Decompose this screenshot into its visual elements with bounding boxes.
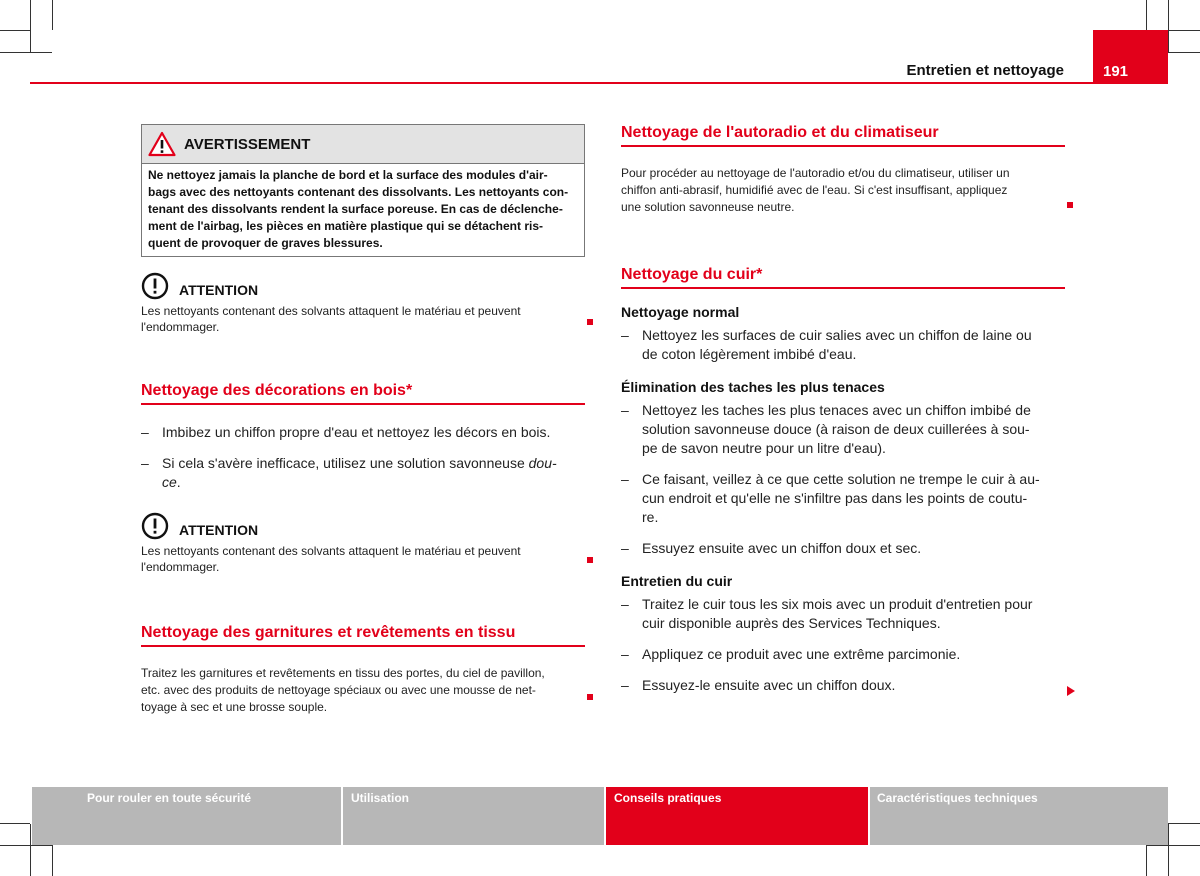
attention-line: l'endommager. <box>141 320 220 334</box>
crop-mark <box>0 52 52 53</box>
text-line: chiffon anti-abrasif, humidifié avec de l'eau. Si c'est insuffisant, appliquez <box>621 183 1008 197</box>
crop-mark <box>52 0 53 30</box>
list-item-text: Si cela s'avère inefficace, utilisez une solution savonneuse <box>162 455 529 471</box>
warning-line: ment de l'airbag, les pièces en matière plastique qui se détachent ris- <box>148 219 543 233</box>
section-title-tissu: Nettoyage des garnitures et revêtements en tissu <box>141 624 585 647</box>
end-of-section-marker <box>1067 202 1073 208</box>
list-item-text: cun endroit et qu'elle ne s'infiltre pas dans les points de coutu- <box>642 490 1028 506</box>
list-item <box>621 539 1065 558</box>
list-cuir-entretien <box>621 595 1065 695</box>
list-item <box>621 595 1065 633</box>
warning-line: Ne nettoyez jamais la planche de bord et la surface des modules d'air- <box>148 168 548 182</box>
list-item-italic: ce <box>162 474 177 490</box>
list-item <box>621 470 1065 527</box>
list-item <box>141 423 585 442</box>
subheading: Nettoyage normal <box>621 304 740 320</box>
crop-mark <box>1146 845 1200 846</box>
end-of-section-marker <box>587 319 593 325</box>
text-line: Pour procéder au nettoyage de l'autoradio et/ou du climatiseur, utiliser un <box>621 166 1010 180</box>
crop-mark <box>1168 0 1169 52</box>
crop-mark <box>52 845 53 876</box>
subheading: Élimination des taches les plus tenaces <box>621 379 885 395</box>
list-item-text: Ce faisant, veillez à ce que cette solution ne trempe le cuir à au- <box>642 471 1040 487</box>
section-title-autoradio: Nettoyage de l'autoradio et du climatiseur <box>621 124 1065 147</box>
attention-header <box>141 512 585 540</box>
warning-line: bags avec des nettoyants contenant des dissolvants. Les nettoyants con- <box>148 185 569 199</box>
footer-tab-securite[interactable] <box>32 787 341 845</box>
next-page-arrow-icon <box>1067 686 1075 696</box>
crop-mark <box>30 0 31 52</box>
list-item-text: cuir disponible auprès des Services Techniques. <box>642 615 941 631</box>
attention-text <box>141 303 585 335</box>
section-title-cuir: Nettoyage du cuir* <box>621 266 1065 289</box>
list-item-text: de coton légèrement imbibé d'eau. <box>642 346 857 362</box>
list-bois <box>141 423 585 492</box>
warning-header <box>142 125 584 164</box>
list-cuir-normal <box>621 326 1065 364</box>
attention-line: l'endommager. <box>141 560 220 574</box>
tissu-text <box>141 665 585 716</box>
list-item-text: Appliquez ce produit avec une extrême parcimonie. <box>642 646 961 662</box>
warning-box <box>141 124 585 257</box>
end-of-section-marker <box>587 694 593 700</box>
list-item <box>621 645 1065 664</box>
list-item <box>621 676 1065 695</box>
list-item-italic: dou- <box>528 455 557 471</box>
list-item <box>621 401 1065 458</box>
list-item-text: . <box>176 474 181 490</box>
chapter-title: Entretien et nettoyage <box>906 62 1064 79</box>
text-line: Traitez les garnitures et revêtements en tissu des portes, du ciel de pavillon, <box>141 666 545 680</box>
section-title-bois: Nettoyage des décorations en bois* <box>141 382 585 405</box>
list-item-text: Essuyez ensuite avec un chiffon doux et sec. <box>642 540 922 556</box>
page-number: 191 <box>1093 30 1168 84</box>
footer-tab-label: Pour rouler en toute sécurité <box>87 791 252 805</box>
subheading: Entretien du cuir <box>621 573 733 589</box>
attention-title: ATTENTION <box>179 522 259 538</box>
crop-mark <box>0 823 30 824</box>
footer-tab-label: Utilisation <box>351 791 410 805</box>
warning-triangle-icon <box>148 131 176 157</box>
text-line: toyage à sec et une brosse souple. <box>141 700 328 714</box>
attention-block <box>141 512 585 575</box>
end-of-section-marker <box>587 557 593 563</box>
text-line: une solution savonneuse neutre. <box>621 200 795 214</box>
list-item-text: solution savonneuse douce (à raison de deux cuillerées à sou- <box>642 421 1030 437</box>
list-item <box>141 454 585 492</box>
crop-mark <box>1168 30 1200 31</box>
attention-header <box>141 272 585 300</box>
list-item-text: Essuyez-le ensuite avec un chiffon doux. <box>642 677 896 693</box>
attention-line: Les nettoyants contenant des solvants attaquent le matériau et peuvent <box>141 544 521 558</box>
warning-title: AVERTISSEMENT <box>184 135 311 153</box>
footer-tab-label: Conseils pratiques <box>614 791 722 805</box>
attention-block <box>141 272 585 335</box>
warning-text <box>142 164 584 256</box>
list-item-text: Imbibez un chiffon propre d'eau et nettoyez les décors en bois. <box>162 424 551 440</box>
attention-line: Les nettoyants contenant des solvants attaquent le matériau et peuvent <box>141 304 521 318</box>
list-item-text: Nettoyez les taches les plus tenaces avec un chiffon imbibé de <box>642 402 1031 418</box>
crop-mark <box>1168 823 1200 824</box>
footer-tab-utilisation[interactable] <box>343 787 604 845</box>
list-cuir-taches <box>621 401 1065 558</box>
list-item-text: Traitez le cuir tous les six mois avec un produit d'entretien pour <box>642 596 1033 612</box>
left-column <box>141 124 585 716</box>
footer-tab-label: Caractéristiques techniques <box>877 791 1038 805</box>
exclamation-circle-icon <box>141 272 169 300</box>
crop-mark <box>0 845 52 846</box>
crop-mark <box>30 824 31 876</box>
footer-tab-caracteristiques[interactable] <box>870 787 1168 845</box>
warning-line: tenant des dissolvants rendent la surface poreuse. En cas de déclenche- <box>148 202 563 216</box>
list-item-text: pe de savon neutre pour un litre d'eau). <box>642 440 886 456</box>
attention-title: ATTENTION <box>179 282 259 298</box>
list-item <box>621 326 1065 364</box>
warning-line: quent de provoquer de graves blessures. <box>148 236 383 250</box>
header-rule <box>30 82 1168 84</box>
autoradio-text <box>621 165 1065 216</box>
text-line: etc. avec des produits de nettoyage spéciaux ou avec une mousse de net- <box>141 683 536 697</box>
crop-mark <box>1146 0 1147 30</box>
footer-tab-conseils[interactable] <box>606 787 868 845</box>
crop-mark <box>0 30 30 31</box>
right-column <box>621 124 1065 695</box>
exclamation-circle-icon <box>141 512 169 540</box>
list-item-text: Nettoyez les surfaces de cuir salies avec un chiffon de laine ou <box>642 327 1032 343</box>
crop-mark <box>1146 845 1147 876</box>
attention-text <box>141 543 585 575</box>
list-item-text: re. <box>642 509 659 525</box>
crop-mark <box>1168 824 1169 876</box>
